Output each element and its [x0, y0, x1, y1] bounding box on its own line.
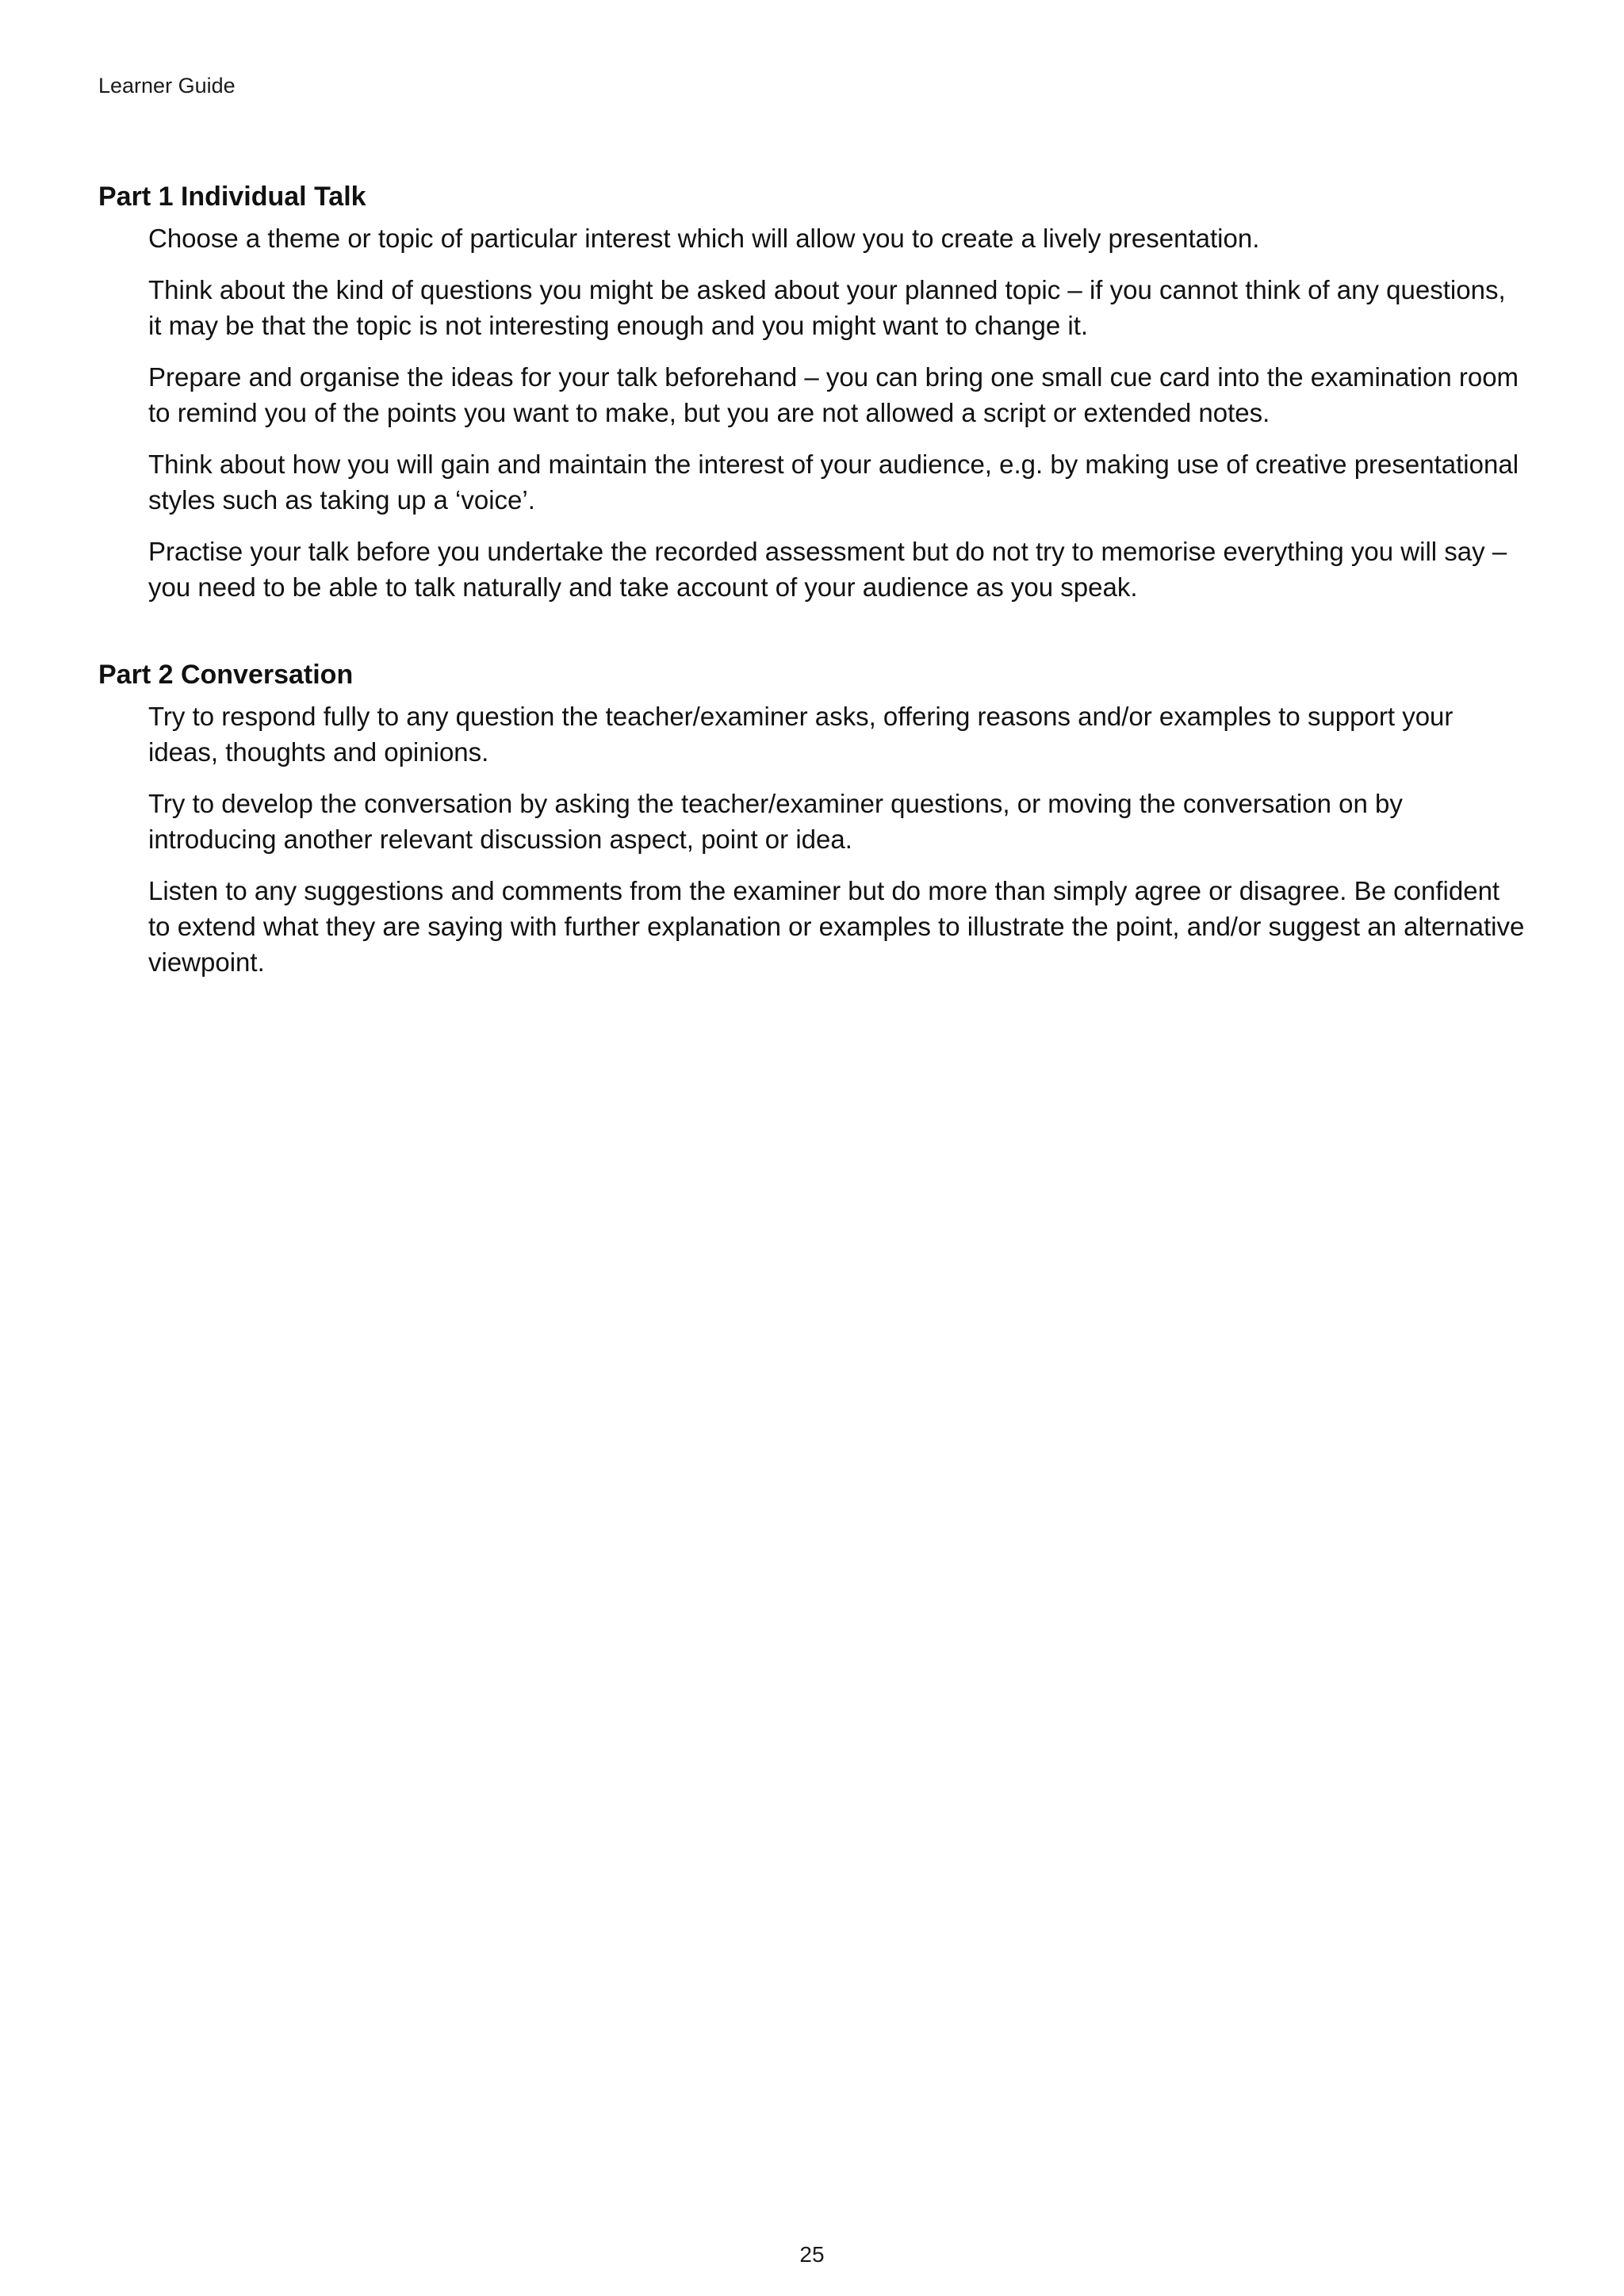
- page-number: 25: [799, 2242, 825, 2267]
- section-body: [98, 698, 1526, 980]
- paragraph: Prepare and organise the ideas for your talk beforehand – you can bring one small cue card into the examination room to remind you of the points you want to make, but you are not allowed a script or extended notes.: [148, 362, 1519, 427]
- paragraph: Think about the kind of questions you might be asked about your planned topic – if you cannot think of any questions, it may be that the topic is not interesting enough and you might want to change it.: [148, 275, 1506, 340]
- paragraph: Try to respond fully to any question the teacher/examiner asks, offering reasons and/or examples to support your ideas, thoughts and opinions.: [148, 702, 1454, 767]
- paragraph: Try to develop the conversation by asking the teacher/examiner questions, or moving the conversation on by introducing another relevant discussion aspect, point or idea.: [148, 789, 1403, 854]
- section-body: [98, 220, 1526, 605]
- section-part-2-conversation: [98, 656, 1526, 980]
- section-heading: Part 2 Conversation: [98, 660, 354, 690]
- section-heading: Part 1 Individual Talk: [98, 182, 366, 212]
- paragraph: Choose a theme or topic of particular interest which will allow you to create a lively presentation.: [148, 224, 1260, 253]
- paragraph: Practise your talk before you undertake the recorded assessment but do not try to memorise everything you will say – you need to be able to talk naturally and take account of your audience as you speak.: [148, 537, 1507, 602]
- document-body: [98, 178, 1526, 996]
- section-part-1-individual-talk: [98, 178, 1526, 605]
- paragraph: Think about how you will gain and maintain the interest of your audience, e.g. by making use of creative presentational styles such as taking up a ‘voice’.: [148, 450, 1519, 515]
- paragraph: Listen to any suggestions and comments from the examiner but do more than simply agree or disagree. Be confident to extend what they are saying with further explanation or examples to illustrate the point, and/or suggest an alternative viewpoint.: [148, 876, 1525, 977]
- running-header: Learner Guide: [98, 74, 236, 98]
